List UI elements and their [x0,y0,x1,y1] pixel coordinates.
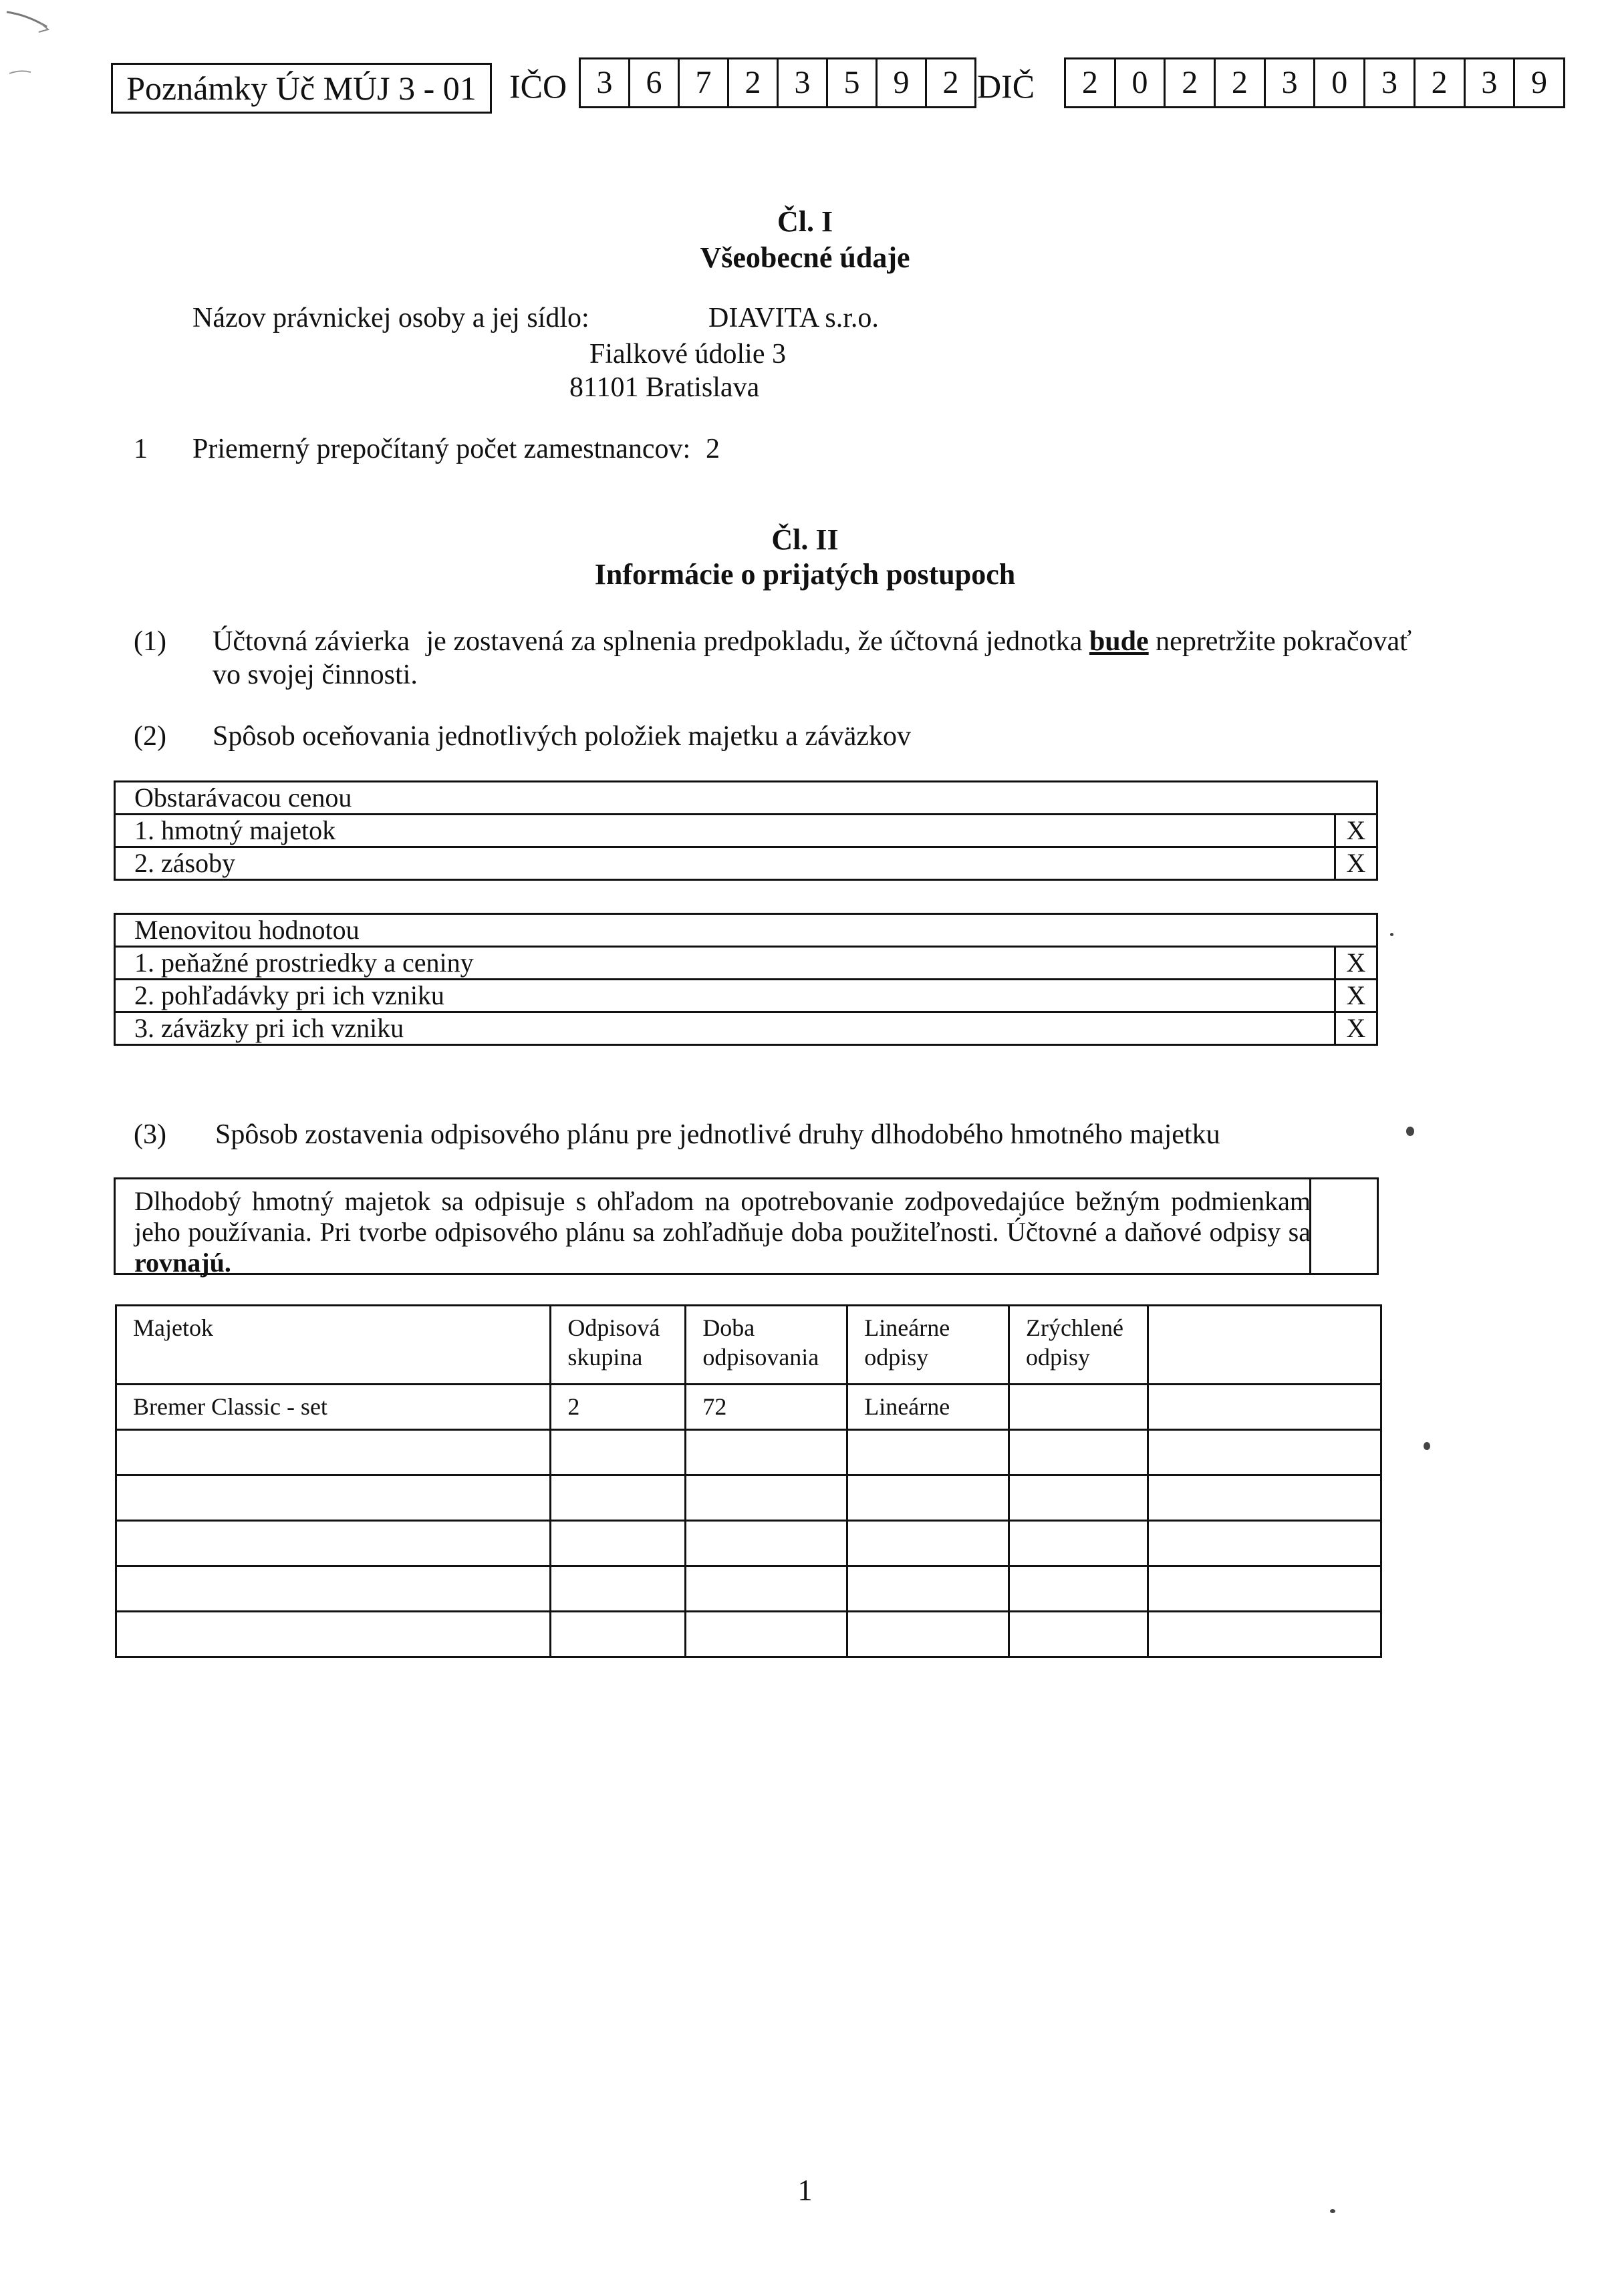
section1-number: Čl. I [777,205,833,238]
table-row [116,1385,1381,1430]
assets-cell [1148,1430,1381,1475]
p1-text-b: je zostavená za splnenia predpokladu, že účtovná jednotka [426,626,1083,657]
assets-cell [686,1475,847,1521]
table-row [115,914,1377,947]
note-text: Dlhodobý hmotný majetok sa odpisuje s ohľadom na opotrebovanie zodpovedajúce bežným podmienkam jeho používania. Pri tvorbe odpisového plánu sa zohľadňuje doba použiteľnosti. Účtovné a daňové odpisy sa [134,1186,1311,1247]
assets-cell [1009,1475,1148,1521]
ico-label: IČO [509,67,567,105]
dic-digit: 2 [1414,59,1464,106]
assets-header-cell: Doba odpisovania [686,1306,847,1385]
table-row [116,1566,1381,1612]
speck-icon [1424,1442,1430,1450]
p1-text-line2: vo svojej činnosti. [213,660,418,690]
assets-cell: 2 [551,1385,686,1430]
nominal-table-header: Menovitou hodnotou [115,914,1377,947]
assets-cell [1148,1612,1381,1657]
assets-cell [116,1430,551,1475]
dic-digit: 0 [1114,59,1164,106]
assets-cell [551,1521,686,1566]
dic-digit: 3 [1464,59,1514,106]
note-bold: rovnajú. [134,1248,231,1278]
address-line2: 81101 Bratislava [569,372,760,403]
p2-text: Spôsob oceňovania jednotlivých položiek majetku a záväzkov [213,721,912,752]
assets-cell [847,1475,1009,1521]
dic-digit: 2 [1214,59,1264,106]
assets-header-cell: Lineárne odpisy [847,1306,1009,1385]
assets-cell [116,1521,551,1566]
entity-name: DIAVITA s.r.o. [708,303,879,333]
table-row [115,782,1377,815]
assets-cell [116,1612,551,1657]
page-number: 1 [797,2174,813,2206]
cost-table-header: Obstarávacou cenou [115,782,1377,815]
assets-header-cell: Zrýchlené odpisy [1009,1306,1148,1385]
assets-table [115,1304,1382,1658]
table-row [115,980,1377,1012]
assets-cell: 72 [686,1385,847,1430]
assets-cell [686,1566,847,1612]
assets-cell [1148,1475,1381,1521]
ico-digit: 9 [876,59,925,106]
assets-cell: Lineárne [847,1385,1009,1430]
nominal-row-label: 1. peňažné prostriedky a ceniny [115,947,1335,980]
assets-cell [116,1475,551,1521]
p1-text [213,623,1412,660]
ico-digit: 7 [678,59,727,106]
ico-digit: 6 [628,59,678,106]
form-title: Poznámky Úč MÚJ 3 - 01 [111,63,492,114]
assets-header-cell [1148,1306,1381,1385]
assets-cell [686,1612,847,1657]
assets-header-cell: Majetok [116,1306,551,1385]
employees-label: Priemerný prepočítaný počet zamestnancov: [192,434,691,464]
speck-icon [1330,2209,1335,2213]
nominal-row-mark: X [1335,947,1377,980]
assets-cell [1009,1566,1148,1612]
assets-cell [1009,1612,1148,1657]
assets-cell [847,1566,1009,1612]
ico-digit: 3 [596,65,613,100]
assets-cell: Bremer Classic - set [116,1385,551,1430]
assets-header-cell: Odpisová skupina [551,1306,686,1385]
dic-digit: 3 [1363,59,1414,106]
speck-icon [1406,1127,1414,1136]
assets-cell [847,1612,1009,1657]
p1-text-c: nepretržite pokračovať [1156,626,1412,657]
assets-cell [1009,1430,1148,1475]
employees-value: 2 [706,434,720,464]
dic-digits [1064,57,1565,108]
nominal-table [114,913,1378,1046]
table-row [116,1612,1381,1657]
assets-cell [551,1475,686,1521]
dic-digit: 9 [1513,59,1563,106]
nominal-row-label: 3. záväzky pri ich vzniku [115,1012,1335,1045]
speck-icon [1390,933,1393,936]
cost-row-label: 2. zásoby [115,847,1335,880]
cost-row-mark: X [1335,815,1377,847]
dic-label: DIČ [977,67,1035,105]
table-row [116,1306,1381,1385]
dic-digit: 0 [1313,59,1363,106]
section2-number: Čl. II [771,523,839,556]
depreciation-note [134,1186,1311,1278]
assets-cell [551,1566,686,1612]
dic-digit: 3 [1264,59,1314,106]
assets-cell [1009,1521,1148,1566]
assets-cell [847,1521,1009,1566]
assets-cell [1009,1385,1148,1430]
table-row [116,1475,1381,1521]
nominal-row-mark: X [1335,980,1377,1012]
cost-table [114,780,1378,881]
table-row [115,847,1377,880]
table-row [115,815,1377,847]
ico-digit: 2 [727,59,777,106]
assets-cell [847,1430,1009,1475]
assets-cell [1148,1385,1381,1430]
section1-title: Všeobecné údaje [700,241,910,274]
p3-text: Spôsob zostavenia odpisového plánu pre jednotlivé druhy dlhodobého hmotného majetku [215,1119,1220,1150]
ico-digit: 5 [826,59,876,106]
assets-cell [1148,1566,1381,1612]
assets-cell [686,1430,847,1475]
entity-label: Názov právnickej osoby a jej sídlo: [192,303,589,333]
depreciation-note-box [114,1177,1379,1278]
ico-digit: 2 [925,59,974,106]
assets-cell [116,1566,551,1612]
note-side-cell [1309,1179,1377,1273]
p1-text-a: Účtovná závierka [213,626,410,657]
ico-digit: 3 [777,59,826,106]
p2-number: (2) [134,721,166,752]
cost-row-label: 1. hmotný majetok [115,815,1335,847]
item-number: 1 [134,434,148,464]
table-row [115,947,1377,980]
assets-cell [1148,1521,1381,1566]
table-row [116,1521,1381,1566]
assets-cell [551,1430,686,1475]
assets-cell [686,1521,847,1566]
p1-text-bold: bude [1089,626,1149,657]
section2-title: Informácie o prijatých postupoch [594,558,1016,591]
ico-digits [579,57,976,108]
p1-number: (1) [134,626,166,657]
cost-row-mark: X [1335,847,1377,880]
assets-cell [551,1612,686,1657]
dic-digit: 2 [1081,65,1098,100]
table-row [115,1012,1377,1045]
table-row [116,1430,1381,1475]
nominal-row-mark: X [1335,1012,1377,1045]
address-line1: Fialkové údolie 3 [589,339,786,370]
nominal-row-label: 2. pohľadávky pri ich vzniku [115,980,1335,1012]
p3-number: (3) [134,1119,166,1150]
scan-mark-icon [0,0,147,80]
dic-digit: 2 [1164,59,1214,106]
